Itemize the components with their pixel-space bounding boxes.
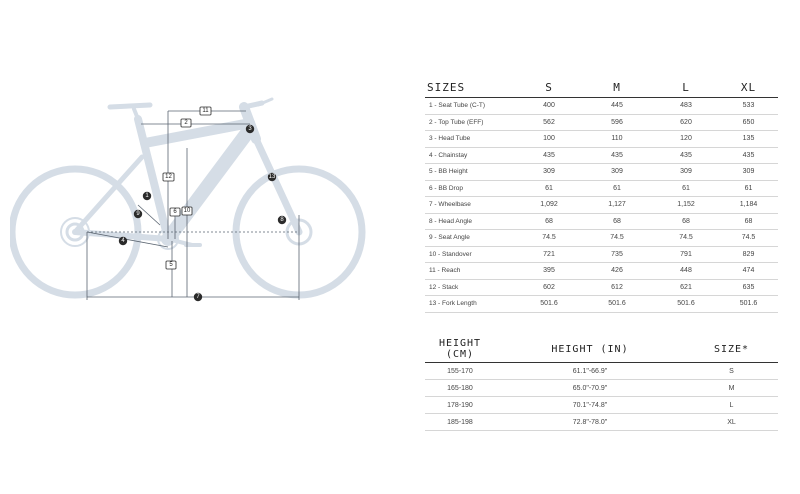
table-row (425, 246, 778, 263)
header-size-m: M (581, 80, 653, 98)
svg-text:4: 4 (121, 238, 125, 244)
cell-value: 110 (581, 131, 653, 148)
table-row (425, 380, 778, 397)
cell-value: 68 (517, 213, 581, 230)
svg-text:8: 8 (280, 217, 284, 223)
cell-value: 596 (581, 114, 653, 131)
cell-value: 501.6 (719, 296, 778, 313)
marker-7 (194, 293, 202, 301)
marker-3 (246, 125, 254, 133)
cell-value: 448 (653, 263, 719, 280)
table-row (425, 363, 778, 380)
cell-value: S (685, 363, 778, 380)
cell-value: 501.6 (581, 296, 653, 313)
cell-value: 68 (581, 213, 653, 230)
table-row (425, 98, 778, 115)
header-height-in: HEIGHT (IN) (495, 338, 685, 363)
cell-value: 1,184 (719, 197, 778, 214)
table-row (425, 263, 778, 280)
cell-value: M (685, 380, 778, 397)
cell-value: 178-190 (425, 397, 495, 414)
cell-value: 650 (719, 114, 778, 131)
cell-value: 68 (653, 213, 719, 230)
table-row (425, 180, 778, 197)
row-label: 13 - Fork Length (425, 296, 517, 313)
svg-text:9: 9 (136, 211, 140, 217)
cell-value: 120 (653, 131, 719, 148)
row-label: 11 - Reach (425, 263, 517, 280)
marker-6 (170, 208, 180, 216)
table-row (425, 230, 778, 247)
row-label: 10 - Standover (425, 246, 517, 263)
cell-value: 1,092 (517, 197, 581, 214)
cell-value: 435 (653, 147, 719, 164)
marker-2 (181, 119, 191, 127)
marker-11 (200, 107, 211, 115)
table-row (425, 131, 778, 148)
cell-value: 791 (653, 246, 719, 263)
table-row (425, 114, 778, 131)
svg-text:12: 12 (165, 174, 172, 180)
cell-value: L (685, 397, 778, 414)
cell-value: 435 (719, 147, 778, 164)
saddle (110, 105, 150, 107)
header-size-xl: XL (719, 80, 778, 98)
table-row (425, 147, 778, 164)
cell-value: 1,127 (581, 197, 653, 214)
row-label: 1 - Seat Tube (C-T) (425, 98, 517, 115)
header-size-l: L (653, 80, 719, 98)
svg-text:1: 1 (145, 193, 149, 199)
cell-value: 501.6 (517, 296, 581, 313)
table-row (425, 279, 778, 296)
cell-value: 474 (719, 263, 778, 280)
cell-value: 533 (719, 98, 778, 115)
cell-value: 155-170 (425, 363, 495, 380)
cell-value: 612 (581, 279, 653, 296)
row-label: 12 - Stack (425, 279, 517, 296)
cell-value: 562 (517, 114, 581, 131)
header-height-cm: HEIGHT (CM) (425, 338, 495, 363)
cell-value: 309 (517, 164, 581, 181)
cell-value: 165-180 (425, 380, 495, 397)
marker-5 (166, 261, 176, 269)
svg-text:10: 10 (183, 208, 191, 214)
cell-value: 68 (719, 213, 778, 230)
svg-text:11: 11 (202, 108, 209, 114)
marker-9 (134, 210, 142, 218)
marker-13 (268, 173, 276, 181)
header-size: SIZE* (685, 338, 778, 363)
row-label: 2 - Top Tube (EFF) (425, 114, 517, 131)
row-label: 3 - Head Tube (425, 131, 517, 148)
marker-10 (182, 207, 192, 215)
cell-value: 309 (581, 164, 653, 181)
row-label: 5 - BB Height (425, 164, 517, 181)
header-sizes: SIZES (425, 80, 517, 98)
cell-value: 309 (653, 164, 719, 181)
svg-text:6: 6 (173, 209, 177, 215)
cell-value: 61 (581, 180, 653, 197)
cell-value: 829 (719, 246, 778, 263)
marker-4 (119, 237, 127, 245)
marker-1 (143, 192, 151, 200)
table-row (425, 296, 778, 313)
table-row (425, 397, 778, 414)
cell-value: XL (685, 414, 778, 431)
cell-value: 74.5 (653, 230, 719, 247)
cell-value: 435 (517, 147, 581, 164)
table-row (425, 197, 778, 214)
cell-value: 74.5 (719, 230, 778, 247)
cell-value: 426 (581, 263, 653, 280)
fork (256, 139, 299, 232)
cell-value: 74.5 (517, 230, 581, 247)
cell-value: 435 (581, 147, 653, 164)
svg-text:5: 5 (169, 262, 173, 268)
geometry-table (425, 80, 778, 313)
cell-value: 72.8"-78.0" (495, 414, 685, 431)
cell-value: 602 (517, 279, 581, 296)
cell-value: 1,152 (653, 197, 719, 214)
table-row (425, 164, 778, 181)
cell-value: 483 (653, 98, 719, 115)
cell-value: 621 (653, 279, 719, 296)
geometry-header-row (425, 80, 778, 98)
cell-value: 735 (581, 246, 653, 263)
cell-value: 721 (517, 246, 581, 263)
cell-value: 501.6 (653, 296, 719, 313)
row-label: 7 - Wheelbase (425, 197, 517, 214)
cell-value: 620 (653, 114, 719, 131)
cell-value: 309 (719, 164, 778, 181)
cell-value: 445 (581, 98, 653, 115)
cell-value: 400 (517, 98, 581, 115)
size-chart-table (425, 338, 778, 431)
size-header-row (425, 338, 778, 363)
bike-illustration (10, 95, 380, 310)
cell-value: 61.1"-66.9" (495, 363, 685, 380)
cell-value: 61 (653, 180, 719, 197)
svg-text:13: 13 (268, 174, 276, 180)
svg-text:3: 3 (248, 126, 252, 132)
marker-8 (278, 216, 286, 224)
cell-value: 185-198 (425, 414, 495, 431)
row-label: 4 - Chainstay (425, 147, 517, 164)
svg-text:2: 2 (184, 120, 188, 126)
header-size-s: S (517, 80, 581, 98)
bike-geometry-diagram (10, 95, 380, 310)
cell-value: 74.5 (581, 230, 653, 247)
table-row (425, 213, 778, 230)
cell-value: 395 (517, 263, 581, 280)
table-row (425, 414, 778, 431)
cell-value: 635 (719, 279, 778, 296)
cell-value: 70.1"-74.8" (495, 397, 685, 414)
cell-value: 65.0"-70.9" (495, 380, 685, 397)
cell-value: 61 (719, 180, 778, 197)
row-label: 6 - BB Drop (425, 180, 517, 197)
row-label: 9 - Seat Angle (425, 230, 517, 247)
cell-value: 135 (719, 131, 778, 148)
cell-value: 100 (517, 131, 581, 148)
svg-text:7: 7 (196, 294, 200, 300)
cell-value: 61 (517, 180, 581, 197)
marker-12 (163, 173, 174, 181)
row-label: 8 - Head Angle (425, 213, 517, 230)
